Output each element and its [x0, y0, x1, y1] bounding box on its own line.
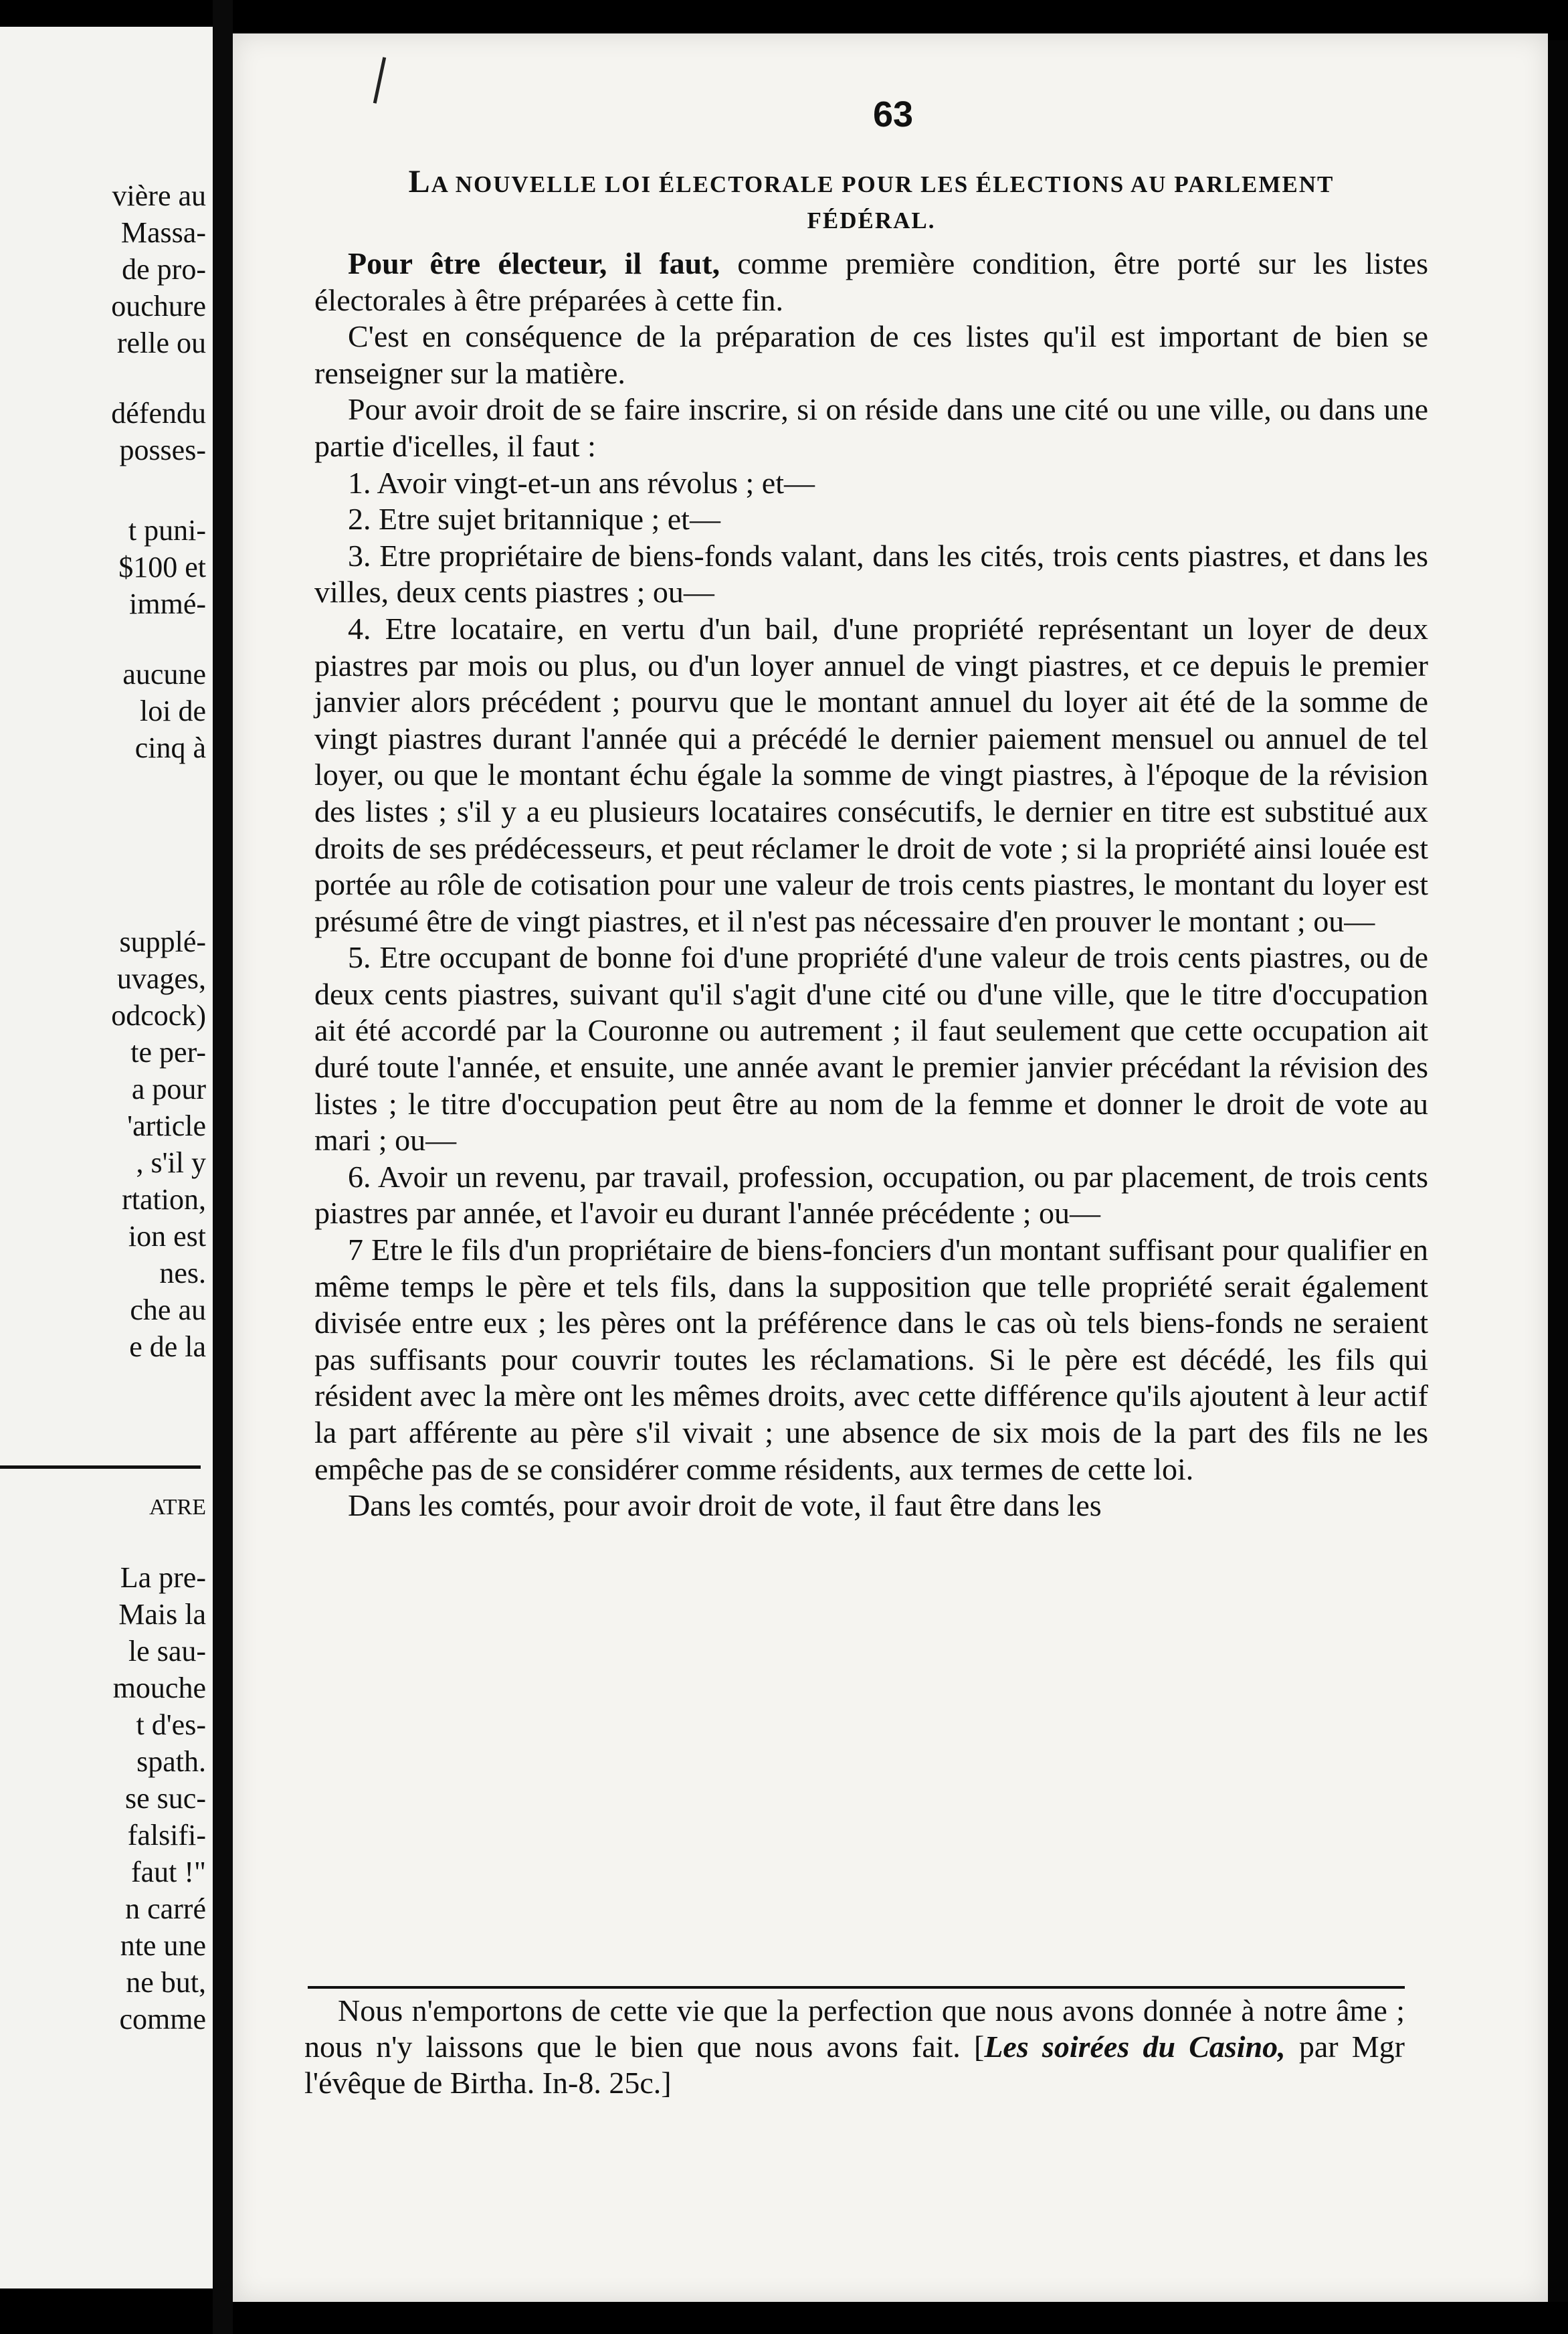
paragraph-intro	[314, 246, 1428, 319]
previous-page-line: ne but,	[126, 1966, 206, 1999]
paragraph: C'est en conséquence de la préparation de ces listes qu'il est important de bien se renseigner sur la matière.	[314, 319, 1428, 390]
footnote-text	[304, 1993, 1405, 2101]
footnote-text-after: par Mgr l'évêque de Birtha. In-8. 25c.]	[304, 2030, 1405, 2100]
list-item: 1. Avoir vingt-et-un ans révolus ; et—	[348, 465, 815, 500]
previous-page-line: che au	[130, 1293, 206, 1326]
previous-page-line: La pre-	[120, 1561, 206, 1594]
previous-page-line: immé-	[129, 588, 206, 620]
previous-page-line: rtation,	[122, 1183, 206, 1216]
footnote-divider	[308, 1986, 1405, 1989]
paragraph-lead: Pour être électeur, il faut,	[348, 246, 720, 280]
previous-page-line: a pour	[131, 1073, 206, 1105]
list-item: 6. Avoir un revenu, par travail, profession, occupation, ou par placement, de trois cents piastres par année, et l'avoir eu durant l'année précédente ; ou—	[314, 1159, 1428, 1231]
previous-page-line: e de la	[129, 1330, 206, 1363]
previous-page-line: n carré	[125, 1892, 206, 1925]
list-item: 2. Etre sujet britannique ; et—	[348, 502, 720, 537]
footnote-text-before: Nous n'emportons de cette vie que la perfection que nous avons donnée à notre âme ; nous n'y laissons que le bien que nous avons fait. [	[304, 1993, 1405, 2064]
previous-page-line: $100 et	[118, 551, 206, 584]
previous-page-line: falsifi-	[127, 1819, 206, 1852]
previous-page-line: comme	[119, 2003, 206, 2036]
previous-page-line: ouchure	[111, 290, 206, 323]
list-item: 4. Etre locataire, en vertu d'un bail, d'une propriété représentant un loyer de deux piastres par mois ou plus, ou d'un loyer annuel de vingt piastres, et ce depuis le premier janvier alors précédent ; pourvu que le montant annuel du loyer ait été de la somme de vingt piastres durant l'année qui a précédé le dernier paiement mensuel ou annuel de tel loyer, ou que le montant échu égale la somme de vingt piastres, à l'époque de la révision des listes ; s'il y a eu plusieurs locataires consécutifs, le dernier en titre est substitué aux droits de ses prédécesseurs, et peut réclamer le droit de vote ; si la propriété ainsi louée est portée au rôle de cotisation pour une valeur de trois cents piastres, le montant du loyer est présumé être de vingt piastres, et il n'est pas nécessaire d'en prouver le montant ; ou—	[314, 611, 1428, 938]
previous-page-line: ATRE	[149, 1495, 206, 1520]
list-item: 7 Etre le fils d'un propriétaire de biens-fonciers d'un montant suffisant pour qualifier en même temps le père et tels fils, dans la supposition que telle propriété serait également divisée entre eux ; les pères ont la préférence dans le cas où tels biens-fonds ne seraient pas suffisants pour couvrir toutes les réclamations. Si le père est décédé, les fils qui résident avec la mère ont les mêmes droits, avec cette différence qu'ils ajoutent à leur actif la part afférente au père s'il vivait ; une absence de six mois de la part des fils ne les empêche pas de se considérer comme résidents, aux termes de cette loi.	[314, 1233, 1428, 1486]
previous-page-line: le sau-	[128, 1635, 206, 1668]
previous-page-line: vière au	[112, 179, 206, 212]
previous-page-line: aucune	[122, 658, 206, 691]
book-gutter	[213, 0, 233, 2334]
previous-page-line: uvages,	[116, 962, 206, 995]
previous-page-line: nes.	[159, 1257, 206, 1289]
list-item: 3. Etre propriétaire de biens-fonds valant, dans les cités, trois cents piastres, et dans les villes, deux cents piastres ; ou—	[314, 538, 1428, 610]
previous-page-line: t puni-	[128, 514, 206, 547]
previous-page-line: supplé-	[119, 925, 206, 958]
page-edge	[1548, 40, 1568, 2302]
page-number: 63	[873, 94, 914, 134]
previous-page-line: faut !"	[130, 1856, 206, 1888]
footnote-book-title: Les soirées du Casino,	[984, 2030, 1286, 2064]
previous-page-line: se suc-	[125, 1782, 206, 1815]
previous-page-line: , s'il y	[136, 1146, 206, 1179]
previous-page-line: loi de	[140, 695, 206, 727]
previous-page-divider	[0, 1465, 201, 1469]
heading-initial: L	[408, 164, 431, 199]
previous-page-fragment	[0, 27, 213, 2288]
heading-line-2: FÉDÉRAL.	[807, 207, 936, 234]
previous-page-line: 'article	[127, 1109, 206, 1142]
previous-page-line: Mais la	[118, 1598, 206, 1631]
paragraph: Pour avoir droit de se faire inscrire, si on réside dans une cité ou une ville, ou dans une partie d'icelles, il faut :	[314, 392, 1428, 463]
paragraph-text: comme première condition, être porté sur les listes électorales à être préparées à cette fin.	[314, 246, 1428, 317]
previous-page-line: t d'es-	[136, 1708, 206, 1741]
previous-page-line: spath.	[136, 1745, 206, 1778]
previous-page-line: nte une	[120, 1929, 206, 1962]
article-heading	[314, 164, 1428, 239]
previous-page-line: relle ou	[116, 327, 206, 359]
previous-page-line: te per-	[130, 1036, 206, 1069]
paragraph: Dans les comtés, pour avoir droit de vote, il faut être dans les	[348, 1488, 1102, 1523]
previous-page-line: cinq à	[134, 731, 206, 764]
heading-line-1: A NOUVELLE LOI ÉLECTORALE POUR LES ÉLECTIONS AU PARLEMENT	[431, 171, 1335, 197]
previous-page-line: odcock)	[111, 999, 206, 1032]
list-item: 5. Etre occupant de bonne foi d'une propriété d'une valeur de trois cents piastres, ou de deux cents piastres, suivant qu'il s'agit d'une cité ou d'une ville, que le titre d'occupation ait été accordé par la Couronne ou autrement ; il faut seulement que cette occupation ait duré toute l'année, et ensuite, une année avant le premier janvier précédant la révision des listes ; le titre d'occupation peut être au nom de la femme et donner le droit de vote au mari ; ou—	[314, 940, 1428, 1158]
article-body	[314, 164, 1428, 1524]
previous-page-line: Massa-	[120, 216, 206, 249]
previous-page-line: défendu	[111, 397, 206, 430]
previous-page-line: mouche	[112, 1672, 206, 1704]
previous-page-line: posses-	[119, 434, 206, 466]
previous-page-line: ion est	[128, 1220, 206, 1253]
footnote	[304, 1993, 1405, 2101]
previous-page-line: de pro-	[122, 253, 206, 286]
